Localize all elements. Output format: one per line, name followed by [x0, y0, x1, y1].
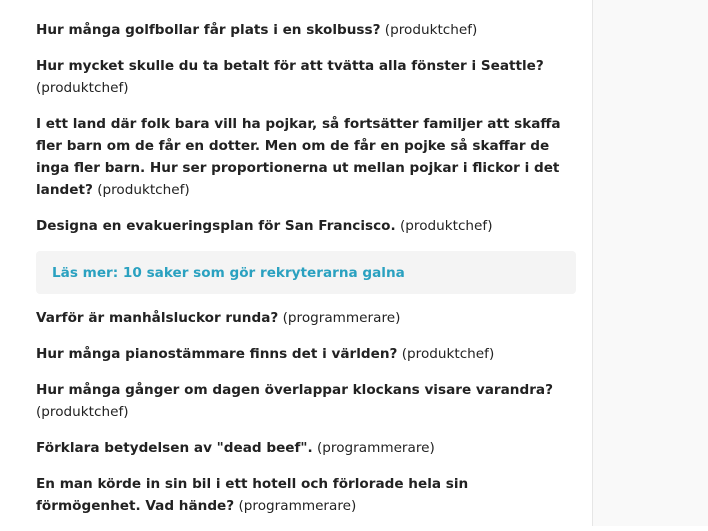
question-item: [36, 19, 576, 41]
question-role: (produktchef): [384, 22, 478, 38]
question-role: (produktchef): [36, 404, 129, 420]
question-text: I ett land där folk bara vill ha pojkar, så fortsätter familjer att skaffa fler barn om de får en dotter. Men om de får en pojke så skaffar de inga fler barn. Hur ser proportionerna ut mellan pojkar i flickor i det landet?: [36, 116, 561, 198]
question-item: [36, 473, 576, 517]
question-text: Hur många golfbollar får plats i en skolbuss?: [36, 22, 381, 38]
question-text: Hur många pianostämmare finns det i världen?: [36, 346, 398, 362]
question-item: [36, 379, 576, 423]
article-content: [36, 19, 576, 531]
question-role: (produktchef): [97, 182, 190, 198]
question-role: (produktchef): [399, 218, 493, 234]
question-item: [36, 437, 576, 459]
question-text: Förklara betydelsen av "dead beef".: [36, 440, 313, 456]
question-text: Varför är manhålsluckor runda?: [36, 310, 279, 326]
read-more-box: [36, 251, 576, 294]
question-item: [36, 307, 576, 329]
question-text: En man körde in sin bil i ett hotell och förlorade hela sin förmögenhet. Vad hände?: [36, 476, 469, 514]
question-text: Hur många gånger om dagen överlappar klockans visare varandra?: [36, 382, 553, 398]
question-role: (programmerare): [282, 310, 401, 326]
question-role: (produktchef): [36, 80, 129, 96]
question-text: Hur mycket skulle du ta betalt för att tvätta alla fönster i Seattle?: [36, 58, 544, 74]
sidebar-panel: [592, 0, 708, 526]
question-item: [36, 113, 576, 201]
question-text: Designa en evakueringsplan för San Francisco.: [36, 218, 396, 234]
question-item: [36, 215, 576, 237]
question-item: [36, 343, 576, 365]
question-role: (produktchef): [401, 346, 495, 362]
question-role: (programmerare): [317, 440, 435, 456]
question-item: [36, 55, 576, 99]
read-more-link[interactable]: Läs mer: 10 saker som gör rekryterarna galna: [52, 265, 405, 281]
question-role: (programmerare): [238, 498, 357, 514]
